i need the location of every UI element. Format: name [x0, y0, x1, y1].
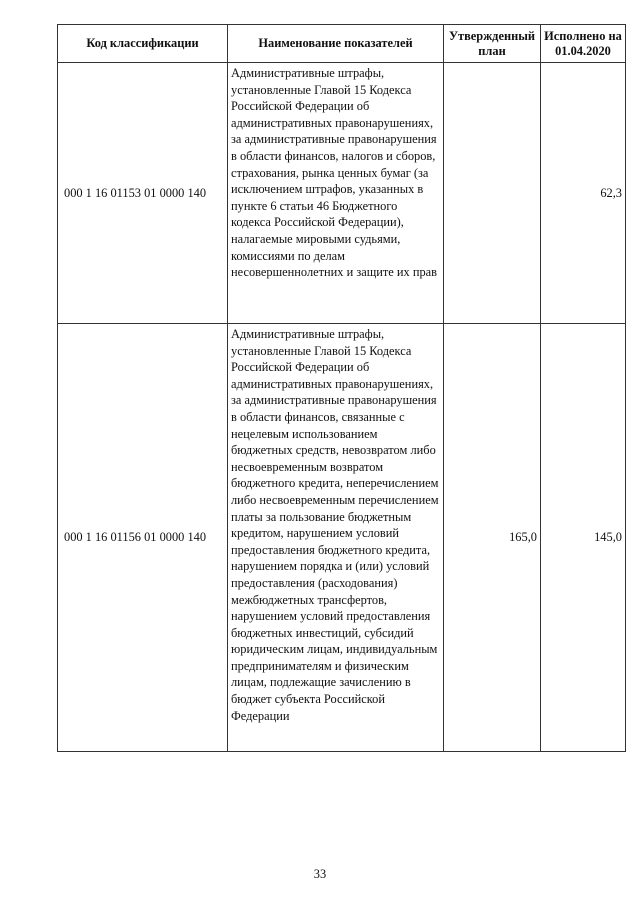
row-plan [444, 63, 541, 324]
row-name: Административные штрафы, установленные Главой 15 Кодекса Российской Федерации об административных правонарушениях, за административные правонарушения в области финансов, налогов и сборов, страхования, рынка ценных бумаг (за исключением штрафов, указанных в пункте 6 статьи 46 Бюджетного кодекса Российской Федерации), налагаемые мировыми судьями, комиссиями по делам несовершеннолетних и защите их прав [228, 63, 444, 324]
header-done: Исполнено на 01.04.2020 [541, 25, 626, 63]
budget-table-container [57, 24, 625, 752]
table-row [58, 324, 626, 752]
budget-table [57, 24, 626, 752]
row-code: 000 1 16 01156 01 0000 140 [58, 324, 228, 752]
row-plan: 165,0 [444, 324, 541, 752]
page-number: 33 [313, 867, 327, 881]
table-row [58, 63, 626, 324]
table-header-row [58, 25, 626, 63]
header-name: Наименование показателей [228, 25, 444, 63]
row-name: Административные штрафы, установленные Главой 15 Кодекса Российской Федерации об административных правонарушениях, за административные правонарушения в области финансов, связанные с нецелевым использованием бюджетных средств, невозвратом либо несвоевременным возвратом бюджетного кредита, неперечислением либо несвоевременным перечислением платы за пользование бюджетным кредитом, нарушением условий предоставления бюджетного кредита, нарушением порядка и (или) условий предоставления (расходования) межбюджетных трансфертов, нарушением условий предоставления бюджетных инвестиций, субсидий юридическим лицам, индивидуальным предпринимателям и физическим лицам, подлежащие зачислению в бюджет субъекта Российской Федерации [228, 324, 444, 752]
row-done: 62,3 [541, 63, 626, 324]
header-code: Код классификации [58, 25, 228, 63]
row-code: 000 1 16 01153 01 0000 140 [58, 63, 228, 324]
header-plan: Утвержденный план [444, 25, 541, 63]
row-done: 145,0 [541, 324, 626, 752]
